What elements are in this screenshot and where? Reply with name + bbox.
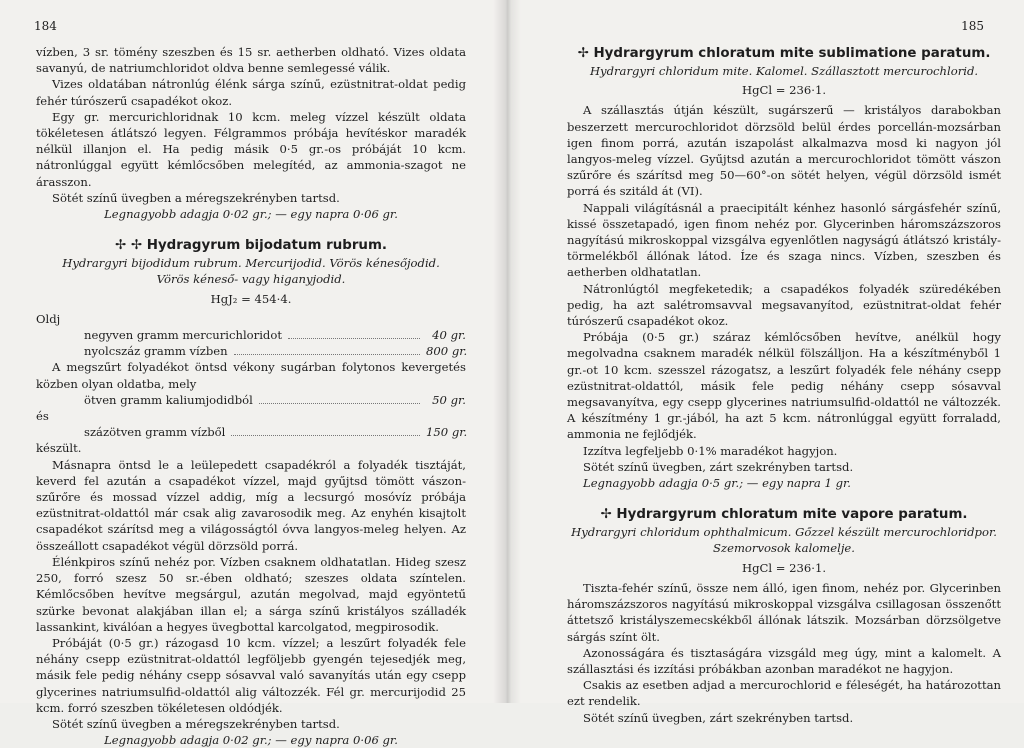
leader-dots	[234, 354, 420, 355]
paragraph: Próbáját (0·5 gr.) rázogasd 10 kcm. vízzel; a leszűrt folyadék fele néhány csepp ezüstnitrat-oldattól legföljebb gyengén tejesedjék meg, másik fele pedig néhány csepp sósavval való savanyítás után egy csepp glycerines natriumsulfid-oldattól alig változzék. Fél gr. mercurijodid 25 kcm. forró szeszben tökéletesen oldódjék.	[36, 635, 466, 715]
chemical-formula: HgCl = 236·1.	[741, 83, 827, 98]
instruction-word: készült.	[36, 441, 82, 456]
section-heading: ✢ Hydrargyrum chloratum mite sublimatione paratum.	[577, 46, 991, 61]
paragraph: Másnapra öntsd le a leülepedett csapadékról a folyadék tisztáját, keverd fel azután a csapadékot vízzel, majd gyűjtsd tömött vászon-szűrőre és mossad vízzel addig, míg a lecsurgó mosóvíz próbája ezüstnitrat-oldattól már csak alig zavarosodik meg. Az enyhén kisajtolt csapadékot szárítsd meg a világosságtól óvva langyos-meleg helyen. Az összeállott csapadékot végül dörzsöld porrá.	[36, 457, 466, 553]
storage-note: Sötét színű üvegben, zárt szekrényben tartsd.	[583, 710, 854, 725]
paragraph: Egy gr. mercurichloridnak 10 kcm. meleg vízzel készült oldata tökéletesen átlátszó legyen. Félgrammos próbája hevítéskor maradék nélkül illanjon el. Ha pedig másik 0·5 gr.-os próbáját 10 kcm. nátronlúggal együtt kémlőcsőben melegítéd, az ammonia-szagot ne árasszon.	[36, 109, 466, 189]
section-synonyms: Vörös kéneső- vagy higanyjodid.	[156, 272, 346, 287]
max-dose: Legnagyobb adagja 0·5 gr.; — egy napra 1 gr.	[583, 476, 851, 491]
connector-word: és	[36, 409, 49, 424]
page-number: 184	[34, 19, 57, 33]
right-page	[521, 0, 1024, 725]
ingredient-label: százötven gramm vízből	[84, 425, 226, 440]
section-synonyms: Hydrargyri chloridum mite. Kalomel. Szállasztott mercurochlorid.	[589, 64, 979, 78]
storage-note: Sötét színű üvegben a méregszekrényben tartsd.	[52, 190, 340, 205]
ingredient-amount: 50 gr.	[432, 392, 466, 407]
paragraph: Tiszta-fehér színű, össze nem álló, igen finom, nehéz por. Glycerinben háromszázszoros nagyítású mikroskoppal vizsgálva csillagosan összenőtt áttetsző kristályszemecskékből állónak látszik. Mozsárban dörzsölgetve sárgás színt ölt.	[567, 580, 1001, 644]
paragraph: Próbája (0·5 gr.) száraz kémlőcsőben hevítve, anélkül hogy megolvadna csaknem maradék nélkül fölszálljon. Ha a készítményből 1 gr.-ot 10 kcm. szesszel rázogatsz, a leszűrt folyadék fele néhány csepp ezüstnitrat-oldattól, másik fele pedig néhány csepp sósavval megsavanyítva, egy csepp glycerines natriumsulfid-oldattól ne változzék. A készítmény 1 gr.-jából, ha azt 5 kcm. nátronlúggal együtt forraladd, ammonia ne fejlődjék.	[567, 330, 1001, 442]
chemical-formula: HgJ₂ = 454·4.	[210, 291, 292, 306]
ingredient-amount: 800 gr.	[426, 344, 468, 359]
paragraph: Nappali világításnál a praecipitált kénhez hasonló sárgásfehér színű, kissé összetapadó, igen finom nehéz por. Glycerinben háromszázszoros nagyítású mikroskoppal vizsgálva egyenlőtlen nagyságú átlátszó kristály-törmelékből állónak látod. Íze és szaga nincs. Vízben, szeszben és aetherben oldhatatlan.	[567, 200, 1001, 280]
right-text-column	[567, 44, 1001, 726]
section-synonyms: Hydrargyri chloridum ophthalmicum. Gőzzel készült mercurochloridpor.	[571, 525, 997, 540]
leader-dots	[231, 435, 420, 436]
paragraph: A szállasztás útján készült, sugárszerű — kristályos darabokban beszerzett mercurochloridot dörzsöld belül érdes porcellán-mozsárban igen finom porrá, azután iszapolást alkalmazva mosd ki nagyon jól langyos-meleg vízzel. Gyűjtsd azután a mercurochloridot tömött vászon szűrőre és szárítsd meg 50—60°-on sötét helyen, végül dörzsöld ismét porrá és szitáld át (VI).	[567, 103, 1001, 199]
ingredient-amount: 40 gr.	[432, 328, 466, 343]
ingredient-label: ötven gramm kaliumjodidból	[84, 392, 253, 407]
paragraph: Élénkpiros színű nehéz por. Vízben csaknem oldhatatlan. Hideg szesz 250, forró szesz 50 sr.-ében oldható; szeszes oldata színtelen. Kémlőcsőben hevítve megsárgul, azután megolvad, majd egyöntetű szürke bevonat alakjában illan el; a sárga színű kristályos szálladék lassankint, kiválóan a hegyes üvegbottal karcolgatod, megpirosodik.	[36, 554, 466, 634]
ingredient-label: negyven gramm mercurichloridot	[84, 328, 282, 343]
chemical-formula: HgCl = 236·1.	[741, 560, 827, 575]
storage-note: Sötét színű üvegben a méregszekrényben tartsd.	[52, 716, 340, 731]
max-dose: Legnagyobb adagja 0·02 gr.; — egy napra 0·06 gr.	[104, 733, 398, 748]
page-number: 185	[961, 19, 984, 33]
instruction-word: Oldj	[36, 311, 61, 326]
section-heading: ✢ Hydrargyrum chloratum mite vapore paratum.	[600, 507, 968, 523]
ingredient-row	[36, 424, 466, 440]
ingredient-label: nyolcszáz gramm vízben	[84, 344, 228, 359]
ingredient-amount: 150 gr.	[426, 425, 468, 440]
leader-dots	[288, 338, 420, 339]
ingredient-row	[36, 343, 466, 359]
paragraph: vízben, 3 sr. tömény szeszben és 15 sr. aetherben oldható. Vizes oldata savanyú, de natriumchloridot oldva benne semlegessé válik.	[36, 45, 466, 76]
paragraph: Nátronlúgtól megfeketedik; a csapadékos folyadék szüredékében pedig, ha azt salétromsavval megsavanyítod, ezüstnitrat-oldat fehér túrószerű csapadékot okoz.	[567, 281, 1001, 329]
section-heading: ✢ ✢ Hydragyrum bijodatum rubrum.	[114, 238, 388, 254]
left-text-column	[36, 44, 466, 748]
left-page	[0, 0, 505, 748]
section-synonyms: Szemorvosok kalomelje.	[713, 541, 855, 556]
paragraph: Vizes oldatában nátronlúg élénk sárga színű, ezüstnitrat-oldat pedig fehér túrószerű csapadékot okoz.	[36, 77, 466, 108]
ingredient-row	[36, 392, 466, 408]
paragraph: Azonosságára és tisztaságára vizsgáld meg úgy, mint a kalomelt. A szállasztási és izzítási próbákban azonban maradékot ne hagyjon.	[567, 645, 1001, 676]
ingredient-row	[36, 327, 466, 343]
paragraph: Izzítva legfeljebb 0·1% maradékot hagyjon.	[583, 443, 838, 458]
leader-dots	[259, 403, 420, 404]
section-synonyms: Hydrargyri bijodidum rubrum. Mercurijodid. Vörös kénesőjodid.	[62, 256, 440, 271]
storage-note: Sötét színű üvegben, zárt szekrényben tartsd.	[583, 459, 854, 474]
paragraph: A megszűrt folyadékot öntsd vékony sugárban folytonos kevergetés közben olyan oldatba, mely	[36, 360, 466, 391]
max-dose: Legnagyobb adagja 0·02 gr.; — egy napra 0·06 gr.	[104, 207, 398, 222]
paragraph: Csakis az esetben adjad a mercurochlorid e féleségét, ha határozottan ezt rendelik.	[567, 678, 1001, 709]
